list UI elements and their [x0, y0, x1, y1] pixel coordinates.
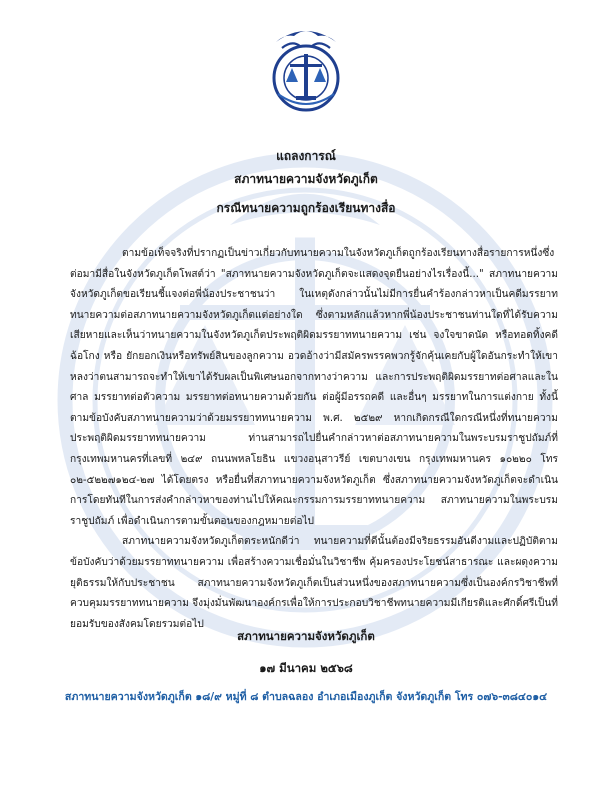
footer-address: สภาทนายความจังหวัดภูเก็ต ๑๘/๙ หมู่ที่ ๘ ตำบลฉลอง อำเภอเมืองภูเก็ต จังหวัดภูเก็ต โทร ๐๗๖-๓๘๔๐๑๔	[64, 691, 548, 703]
signature-date: ๑๗ มีนาคม ๒๕๖๘	[259, 661, 353, 675]
signature-name: สภาทนายความจังหวัดภูเก็ต	[237, 629, 375, 643]
council-name: สภาทนายความจังหวัดภูเก็ต	[234, 172, 378, 186]
body-paragraph: สภาทนายความจังหวัดภูเก็ตตระหนักดีว่า ทนายความที่ดีนั้นต้องมีจริยธรรมอันดีงามและปฏิบัติตามข้อบังคับว่าด้วยมรรยาททนายความ เพื่อสร้างความเชื่อมั่นในวิชาชีพ คุ้มครองประโยชน์สาธารณะ และผดุงความยุติธรรมให้กับประชาชน สภาทนายความจังหวัดภูเก็ตเป็นส่วนหนึ่งของสภาทนายความซึ่งเป็นองค์กรวิชาชีพที่ควบคุมมรรยาททนายความ จึงมุ่งมั่นพัฒนาองค์กรเพื่อให้การประกอบวิชาชีพทนายความมีเกียรติและศักดิ์ศรีเป็นที่ยอมรับของสังคมโดยรวมต่อไป	[70, 536, 559, 630]
statement-subject: กรณีทนายความถูกร้องเรียนทางสื่อ	[216, 201, 396, 215]
statement-title: แถลงการณ์	[276, 149, 336, 163]
statement-body	[70, 244, 558, 635]
lawyers-council-logo-icon	[268, 22, 344, 118]
body-paragraph: ตามข้อเท็จจริงที่ปรากฏเป็นข่าวเกี่ยวกับทนายความในจังหวัดภูเก็ตถูกร้องเรียนทางสื่อรายการหนึ่งซึ่งต่อมามีสื่อในจังหวัดภูเก็ตโพสต์ว่า "สภาทนายความจังหวัดภูเก็ตจะแสดงจุดยืนอย่างไรเรื่องนี้..." สภาทนายความจังหวัดภูเก็ตขอเรียนชี้แจงต่อพี่น้องประชาชนว่า ในเหตุดังกล่าวนั้นไม่มีการยื่นคำร้องกล่าวหาเป็นคดีมรรยาททนายความต่อสภาทนายความจังหวัดภูเก็ตแต่อย่างใด ซึ่งตามหลักแล้วหากพี่น้องประชาชนท่านใดที่ได้รับความเสียหายและเห็นว่าทนายความในจังหวัดภูเก็ตประพฤติผิดมรรยาททนายความ เช่น จงใจขาดนัด หรือทอดทิ้งคดี ฉ้อโกง หรือ ยักยอกเงินหรือทรัพย์สินของลูกความ อวดอ้างว่ามีสมัครพรรคพวกรู้จักคุ้นเคยกับผู้ใดอันกระทำให้เขาหลงว่าตนสามารถจะทำให้เขาได้รับผลเป็นพิเศษนอกจากทางว่าความ และการประพฤติผิดมรรยาทต่อศาลและในศาล มรรยาทต่อตัวความ มรรยาทต่อทนายความด้วยกัน ต่อผู้มีอรรถคดี และอื่นๆ มรรยาทในการแต่งกาย ทั้งนี้ตามข้อบังคับสภาทนายความว่าด้วยมรรยาททนายความ พ.ศ. ๒๕๒๙ หากเกิดกรณีใดกรณีหนึ่งที่ทนายความประพฤติผิดมรรยาททนายความ ท่านสามารถไปยื่นคำกล่าวหาต่อสภาทนายความในพระบรมราชูปถัมภ์ที่กรุงเทพมหานครที่เลขที่ ๒๔๙ ถนนพหลโยธิน แขวงอนุสาวรีย์ เขตบางเขน กรุงเทพมหานคร ๑๐๒๒๐ โทร ๐๒-๕๒๒๗๑๒๔-๒๗ ได้โดยตรง หรือยื่นที่สภาทนายความจังหวัดภูเก็ต ซึ่งสภาทนายความจังหวัดภูเก็ตจะดำเนินการโดยทันทีในการส่งคำกล่าวหาของท่านไปให้คณะกรรมการมรรยาททนายความ สภาทนายความในพระบรมราชูปถัมภ์ เพื่อดำเนินการตามขั้นตอนของกฎหมายต่อไป	[70, 248, 558, 527]
